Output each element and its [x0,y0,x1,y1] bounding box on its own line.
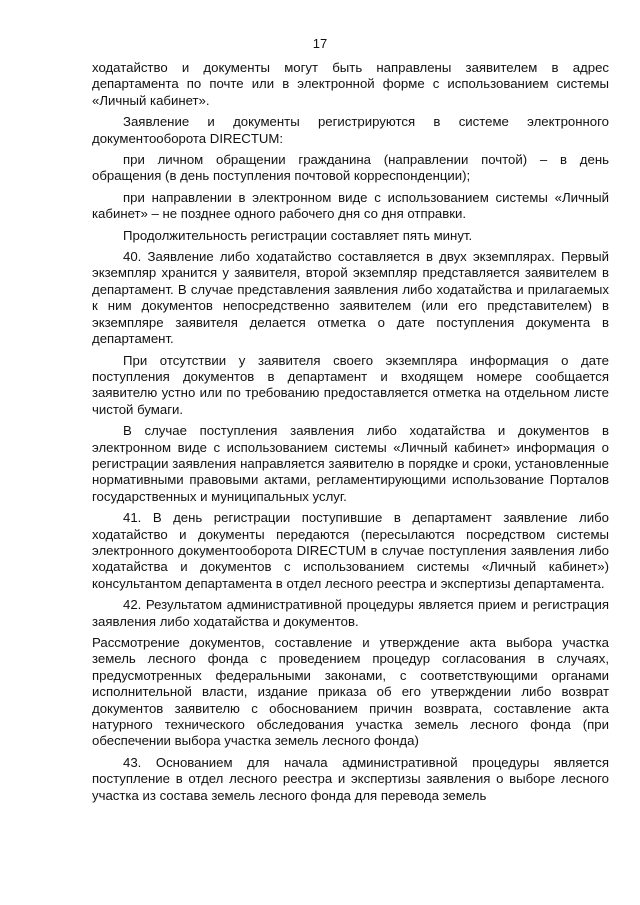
paragraph-registration-duration: Продолжительность регистрации составляет пять минут. [123,227,473,243]
paragraph-item-40: 40. Заявление либо ходатайство составляется в двух экземплярах. Первый экземпляр хранится у заявителя, второй экземпляр представляется заявителем в департамент. В случае представления заявления либо ходатайства и прилагаемых к ним документов непосредственно заявителем (или его представителем) в экземпляре заявителя делается отметка о дате поступления документа в департамент. [92,249,609,347]
paragraph-no-copy: При отсутствии у заявителя своего экземпляра информация о дате поступления документов в департамент и входящем номере сообщается заявителю устно или по требованию предоставляется отметка на отдельном листе чистой бумаги. [92,352,609,417]
paragraph-registration: Заявление и документы регистрируются в системе электронного документооборота DIRECTUM: [92,114,609,146]
paragraph-item-41: 41. В день регистрации поступившие в департамент заявление либо ходатайство и документы передаются (пересылаются посредством системы электронного документооборота DIRECTUM в случае поступления заявления либо ходатайства и документов с использованием системы «Личный кабинет») консультантом департамента в отдел лесного реестра и экспертизы департамента. [92,510,609,591]
paragraph-electronic-notice: В случае поступления заявления либо ходатайства и документов в электронном виде с использованием системы «Личный кабинет» информация о регистрации заявления направляется заявителю в порядке и сроки, установленные нормативными правовыми актами, регламентирующими использование Порталов государственных и муниципальных услуг. [92,423,609,504]
paragraph-electronic-submission: при направлении в электронном виде с использованием системы «Личный кабинет» – не позднее одного рабочего дня со дня отправки. [92,189,609,222]
document-body [92,60,609,809]
page-number: 17 [312,36,328,51]
paragraph-personal-visit: при личном обращении гражданина (направлении почтой) – в день обращения (в день поступления почтовой корреспонденции); [92,152,609,184]
paragraph-continuation: ходатайство и документы могут быть направлены заявителем в адрес департамента по почте или в электронной форме с использованием системы «Личный кабинет». [92,60,609,108]
paragraph-item-43: 43. Основанием для начала административной процедуры является поступление в отдел лесного реестра и экспертизы заявления о выборе лесного участка из состава земель лесного фонда для перевода земель [92,754,609,803]
paragraph-item-42: 42. Результатом административной процедуры является прием и регистрация заявления либо ходатайства и документов. [92,597,609,629]
section-heading-review: Рассмотрение документов, составление и утверждение акта выбора участка земель лесного фонда с проведением процедур согласования в случаях, предусмотренных федеральными законами, с соответствующими органами исполнительной власти, издание приказа об его утверждении либо возврат документов заявителю с обоснованием причин возврата, составление акта натурного технического обследования участка земель лесного фонда (при обеспечении выбора участка земель лесного фонда) [92,635,609,749]
